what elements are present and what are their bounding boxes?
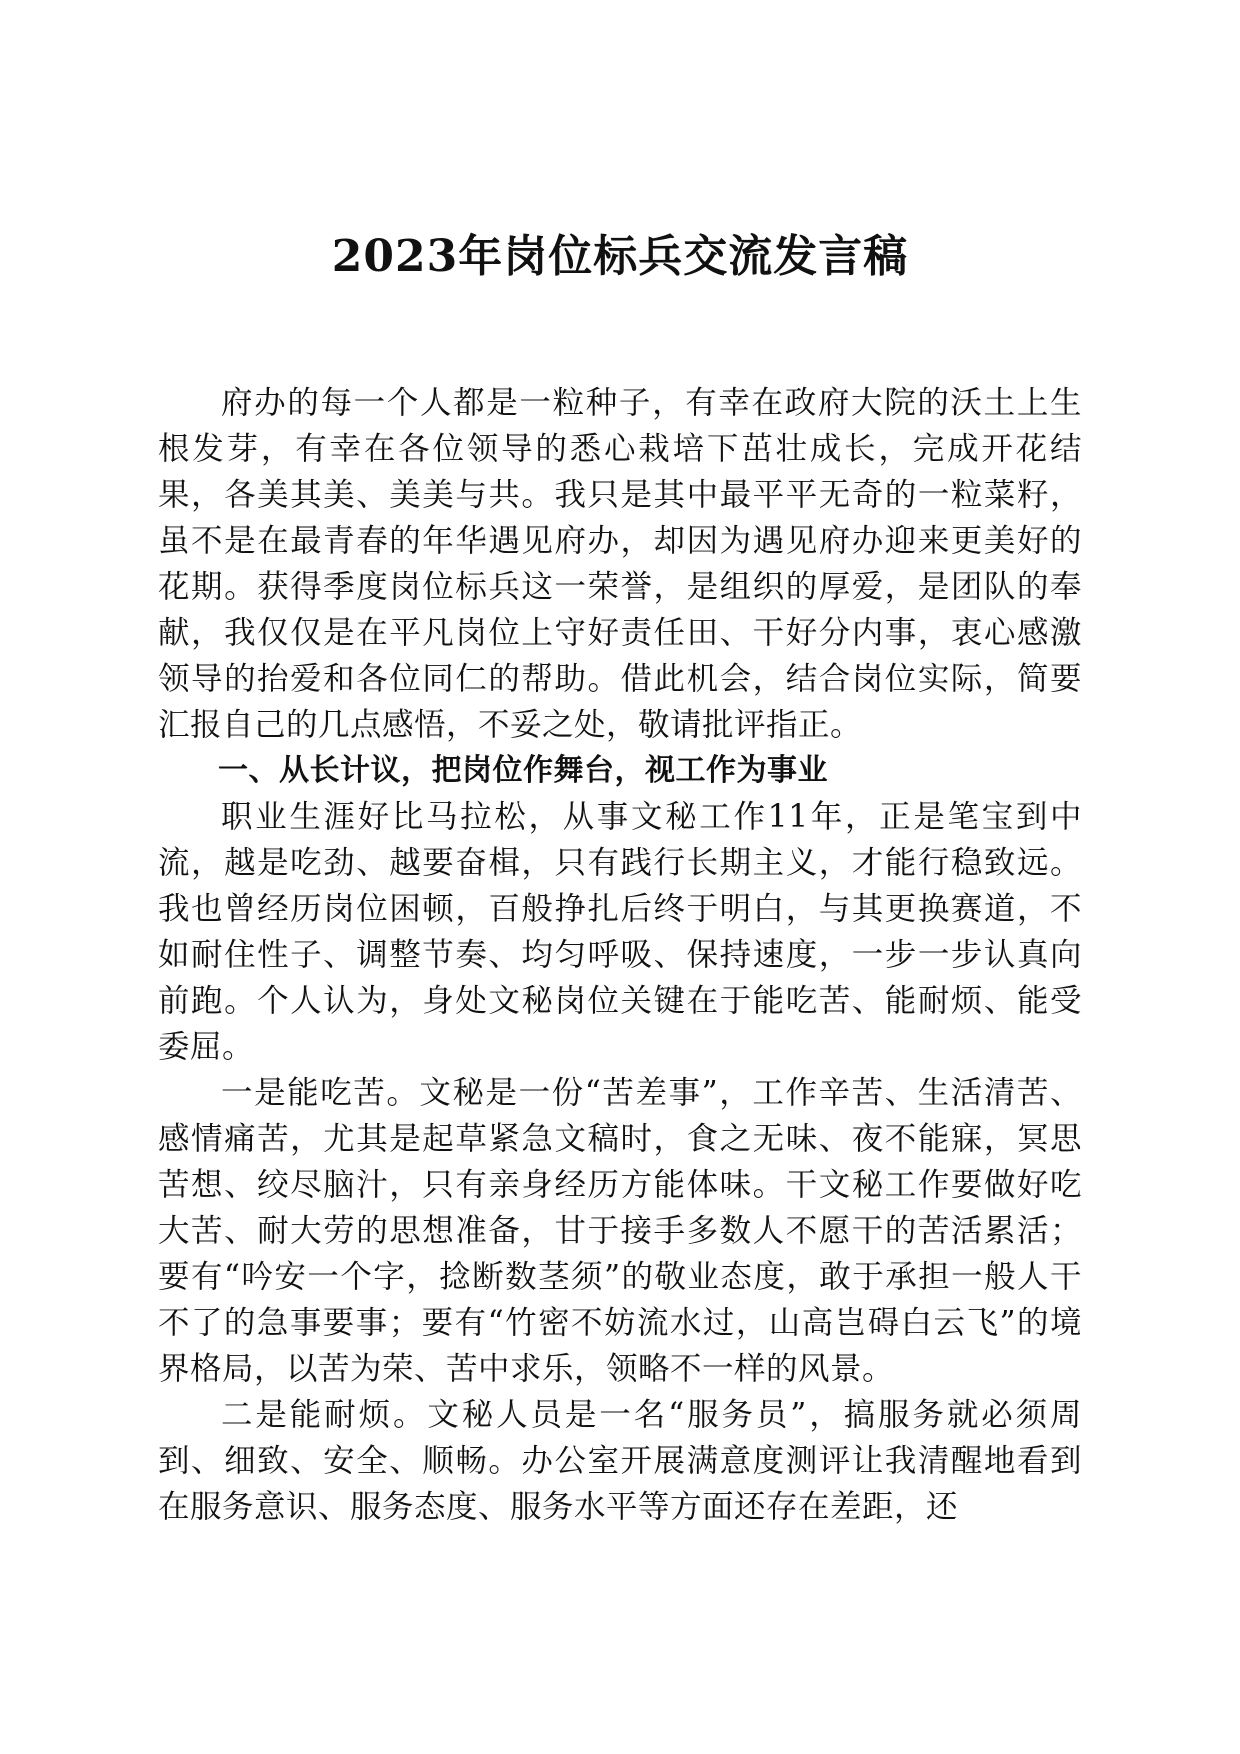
- section-heading-1: 一、从长计议，把岗位作舞台，视工作为事业: [218, 753, 828, 788]
- paragraph-hardship: 一是能吃苦。文秘是一份“苦差事”，工作辛苦、生活清苦、感情痛苦，尤其是起草紧急文稿时，食之无味、夜不能寐，冥思苦想、绞尽脑汁，只有亲身经历方能体味。干文秘工作要做好吃大苦、耐大劳的思想准备，甘于接手多数人不愿干的苦活累活；要有“吟安一个字，捻断数茎须”的敬业态度，敢于承担一般人干不了的急事要事；要有“竹密不妨流水过，山高岂碍白云飞”的境界格局，以苦为荣、苦中求乐，领略不一样的风景。: [158, 1075, 1082, 1387]
- paragraph-intro: 府办的每一个人都是一粒种子，有幸在政府大院的沃土上生根发芽，有幸在各位领导的悉心栽培下茁壮成长，完成开花结果，各美其美、美美与共。我只是其中最平平无奇的一粒菜籽，虽不是在最青春的年华遇见府办，却因为遇见府办迎来更美好的花期。获得季度岗位标兵这一荣誉，是组织的厚爱，是团队的奉献，我仅仅是在平凡岗位上守好责任田、干好分内事，衷心感激领导的抬爱和各位同仁的帮助。借此机会，结合岗位实际，简要汇报自己的几点感悟，不妥之处，敬请批评指正。: [158, 385, 1082, 743]
- document-body: [158, 380, 1082, 1530]
- paragraph-career: 职业生涯好比马拉松，从事文秘工作11年，正是笔宝到中流，越是吃劲、越要奋楫，只有践行长期主义，才能行稳致远。我也曾经历岗位困顿，百般挣扎后终于明白，与其更换赛道，不如耐住性子、调整节奏、均匀呼吸、保持速度，一步一步认真向前跑。个人认为，身处文秘岗位关键在于能吃苦、能耐烦、能受委屈。: [158, 799, 1082, 1065]
- paragraph-patience: 二是能耐烦。文秘人员是一名“服务员”，搞服务就必须周到、细致、安全、顺畅。办公室开展满意度测评让我清醒地看到在服务意识、服务态度、服务水平等方面还存在差距，还: [158, 1397, 1082, 1525]
- document-title: 2023年岗位标兵交流发言稿: [331, 231, 909, 282]
